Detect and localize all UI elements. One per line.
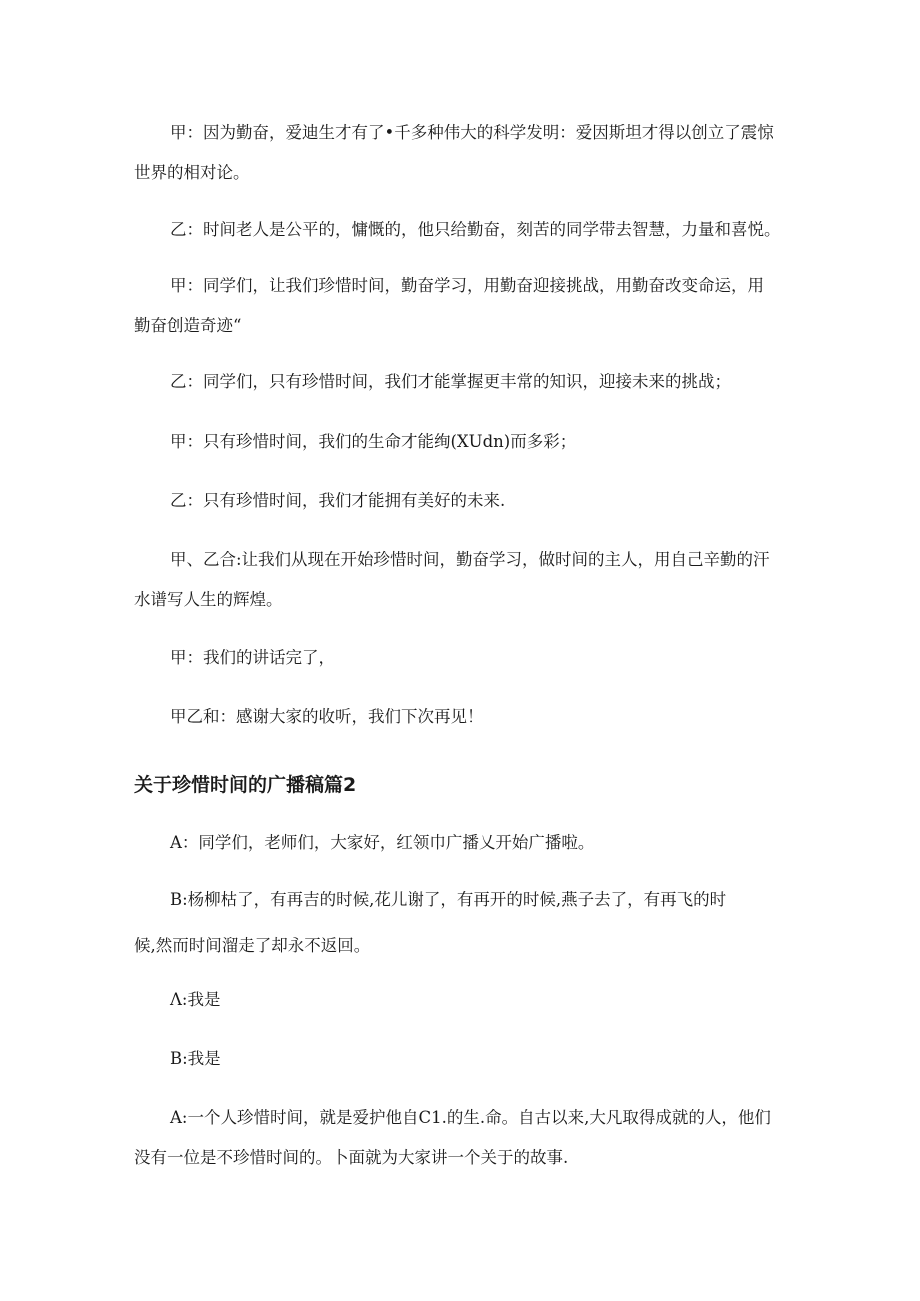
text-line: 甲：只有珍惜时间，我们的生命才能绚(XUdn)而多彩； [170,432,577,451]
text-line: 乙：只有珍惜时间，我们才能拥有美好的未来. [170,491,506,510]
paragraph [134,638,794,678]
section-heading: 关于珍惜时间的广播稿篇2 [134,774,357,796]
text-line: 候,然而时间溜走了却永不返回。 [134,936,371,955]
text-line: B:杨柳枯了，有再吉的时候,花儿谢了，有再开的时候,燕子去了，有再飞的时 [170,890,727,909]
paragraph [134,481,794,521]
paragraph [134,266,794,346]
paragraph [134,880,794,966]
text-line: 乙：同学们，只有珍惜时间，我们才能掌握更丰常的知识，迎接未来的挑战； [170,372,731,391]
paragraph [134,980,794,1020]
text-line: 水谱写人生的辉煌。 [134,590,283,609]
paragraph [134,697,794,737]
paragraph [134,823,794,863]
paragraph [134,422,794,462]
paragraph [134,540,794,620]
paragraph [134,210,794,250]
paragraph [134,1098,794,1178]
text-line: 甲：因为勤奋，爱迪生才有了•千多种伟大的科学发明：爱因斯坦才得以创立了震惊 [170,123,774,142]
paragraph [134,362,794,402]
text-line: 勤奋创造奇迹“ [134,316,242,335]
text-line: 乙：时间老人是公平的，慵慨的，他只给勤奋，刻苦的同学带去智慧，力量和喜悦。 [170,220,781,239]
text-line: 甲乙和：感谢大家的收听，我们下次再见！ [170,707,484,726]
text-line: 甲：我们的讲话完了， [170,648,335,667]
paragraph [134,1039,794,1079]
text-line: A:一个人珍惜时间，就是爱护他自C1.的生.命。自古以来,大凡取得成就的人，他们 [170,1108,771,1127]
text-line: B:我是 [170,1049,221,1068]
text-line: 世界的相对论。 [134,163,250,182]
text-line: Λ:我是 [170,990,221,1009]
text-line: 没有一位是不珍惜时间的。卜面就为大家讲一个关于的故事. [134,1148,569,1167]
text-line: A：同学们，老师们，大家好，红领巾广播乂开始广播啦。 [170,833,595,852]
text-line: 甲：同学们，让我们珍惜时间，勤奋学习，用勤奋迎接挑战，用勤奋改变命运，用 [170,276,764,295]
text-line: 甲、乙合:让我们从现在开始珍惜时间，勤奋学习，做时间的主人，用自己辛勤的汗 [170,550,770,569]
paragraph [134,113,794,193]
